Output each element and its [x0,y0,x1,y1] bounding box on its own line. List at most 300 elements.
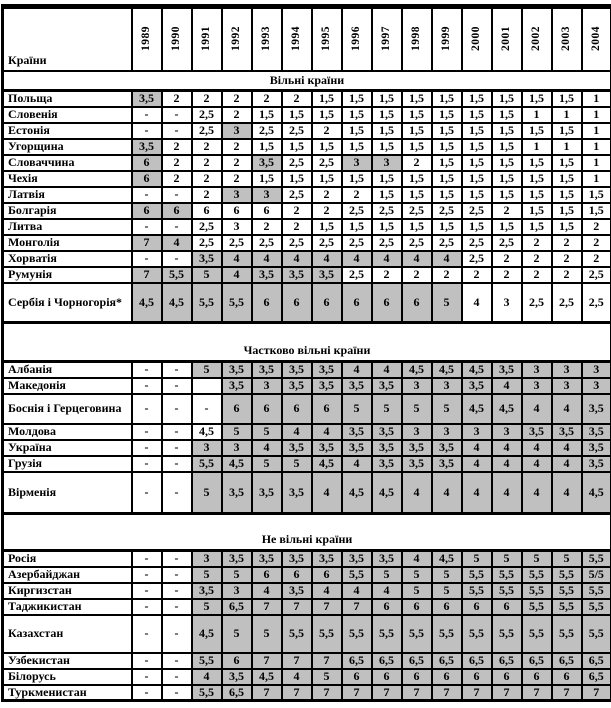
rating-cell: 3 [552,378,582,394]
rating-cell: - [132,653,162,669]
rating-cell: 4 [402,251,432,267]
rating-cell: 2,5 [282,187,312,203]
rating-cell: 2,5 [312,235,342,251]
rating-cell: 3,5 [282,267,312,283]
rating-cell: 1,5 [252,139,282,155]
rating-cell: 2 [192,171,222,187]
rating-cell: 1 [582,91,611,107]
rating-cell: 1,5 [552,155,582,171]
table-row [3,472,611,514]
rating-cell: 3,5 [342,424,372,440]
rating-cell: 5 [222,424,252,440]
rating-cell: 1,5 [462,219,492,235]
year-header-1989 [132,7,162,72]
country-name: Боснія і Герцеговина [3,394,132,424]
rating-cell: 5 [402,567,432,583]
rating-cell: 3,5 [342,551,372,567]
rating-cell: 7 [252,653,282,669]
rating-cell: 3 [582,362,611,378]
rating-cell: 2 [522,251,552,267]
rating-cell: 1,5 [522,219,552,235]
rating-cell: - [132,685,162,701]
rating-cell: 4 [312,251,342,267]
rating-cell: 5,5 [222,283,252,323]
rating-cell: 2,5 [372,235,402,251]
rating-cell: 2,5 [192,123,222,139]
rating-cell: 3,5 [552,424,582,440]
rating-cell: 6,5 [462,653,492,669]
rating-cell: 3 [222,123,252,139]
rating-cell: 3,5 [312,362,342,378]
rating-cell: - [162,599,192,615]
rating-cell: 3,5 [342,378,372,394]
rating-cell: 6,5 [222,685,252,701]
rating-cell: 6 [372,283,402,323]
rating-cell: 1,5 [462,171,492,187]
rating-cell: 5,5 [492,615,522,653]
rating-cell: 4 [252,440,282,456]
rating-cell: 5 [432,567,462,583]
year-header-1998 [402,7,432,72]
rating-cell: 7 [312,685,342,701]
rating-cell: 5,5 [162,267,192,283]
rating-cell: 7 [582,685,611,701]
year-label: 1992 [230,26,242,51]
rating-cell: 6,5 [372,653,402,669]
rating-cell: 4 [432,472,462,514]
rating-cell: 3,5 [222,551,252,567]
rating-cell: 1,5 [432,187,462,203]
rating-cell: 3,5 [312,267,342,283]
rating-cell: 2,5 [522,283,552,323]
country-name: Україна [3,440,132,456]
rating-cell: 6 [402,599,432,615]
rating-cell: 1,5 [282,107,312,123]
table-row [3,187,611,203]
rating-cell: - [132,362,162,378]
country-name: Сербія і Чорногорія* [3,283,132,323]
rating-cell: 3,5 [312,440,342,456]
rating-cell: 2 [162,139,192,155]
table-row [3,685,611,701]
table-row [3,251,611,267]
rating-cell: - [132,219,162,235]
rating-cell: 2 [402,155,432,171]
table-row [3,155,611,171]
country-name: Литва [3,219,132,235]
rating-cell: 6 [372,669,402,685]
rating-cell: 3 [252,378,282,394]
rating-cell: 5 [432,583,462,599]
table-row [3,615,611,653]
rating-cell: 6,5 [432,653,462,669]
table-row [3,235,611,251]
year-label: 2001 [500,26,512,51]
rating-cell: 6,5 [522,653,552,669]
rating-cell: 1,5 [252,171,282,187]
rating-cell: 2 [282,219,312,235]
year-header-2003 [552,7,582,72]
country-name: Македонія [3,378,132,394]
table-row [3,583,611,599]
rating-cell: 6 [132,171,162,187]
year-header-1992 [222,7,252,72]
rating-cell: 3 [432,378,462,394]
rating-cell: 1 [582,171,611,187]
rating-cell: 5,5 [522,583,552,599]
rating-cell: 1,5 [402,107,432,123]
rating-cell: 1,5 [372,91,402,107]
rating-cell: - [132,440,162,456]
section-title: Частково вільні країни [3,323,611,362]
rating-cell: 1,5 [402,139,432,155]
table-row [3,424,611,440]
rating-cell: - [162,219,192,235]
rating-cell: 4 [522,456,552,472]
country-name: Хорватія [3,251,132,267]
year-label: 2004 [590,26,602,51]
rating-cell: - [132,472,162,514]
rating-cell: - [162,394,192,424]
rating-cell: 5,5 [312,615,342,653]
country-name: Таджикистан [3,599,132,615]
rating-cell: 5 [492,551,522,567]
rating-cell: 1,5 [552,203,582,219]
rating-cell: 7 [312,653,342,669]
rating-cell: 5,5 [552,599,582,615]
rating-cell: 3,5 [252,472,282,514]
rating-cell: 7 [282,653,312,669]
rating-cell: 2 [312,187,342,203]
rating-cell: 5 [222,615,252,653]
rating-cell: 5,5 [582,599,611,615]
rating-cell: 2,5 [282,123,312,139]
rating-cell: 5 [372,394,402,424]
rating-cell: 1,5 [432,139,462,155]
rating-cell: 1,5 [552,219,582,235]
rating-cell: 7 [552,685,582,701]
rating-cell: 4,5 [222,456,252,472]
rating-cell: 5,5 [552,567,582,583]
rating-cell: 5 [252,615,282,653]
rating-cell: 1,5 [342,171,372,187]
rating-cell: 2 [492,203,522,219]
rating-cell: 1,5 [312,107,342,123]
rating-cell: 2,5 [282,235,312,251]
rating-cell: 2 [192,155,222,171]
rating-cell: 6 [462,669,492,685]
rating-cell [192,378,222,394]
rating-cell: 2 [582,235,611,251]
section-header-row [3,514,611,551]
rating-cell: 1,5 [492,123,522,139]
rating-cell: - [162,378,192,394]
rating-cell: 6 [342,283,372,323]
rating-cell: 7 [432,685,462,701]
rating-cell: 2,5 [312,155,342,171]
rating-cell: 3 [492,283,522,323]
table-row [3,440,611,456]
section-title: Не вільні країни [3,514,611,551]
rating-cell: 2 [252,219,282,235]
rating-cell: 3,5 [402,440,432,456]
year-header-2004 [582,7,611,72]
rating-cell: 4 [342,456,372,472]
rating-cell: 6 [252,203,282,219]
rating-cell: 3,5 [492,362,522,378]
year-label: 1999 [440,26,452,51]
rating-cell: 3 [252,187,282,203]
rating-cell: 6,5 [492,653,522,669]
rating-cell: 7 [312,599,342,615]
rating-cell: 1 [522,107,552,123]
rating-cell: 5,5 [552,615,582,653]
rating-cell: 2,5 [462,203,492,219]
rating-cell: - [162,424,192,440]
rating-cell: 4 [312,424,342,440]
rating-cell: 1,5 [582,203,611,219]
table-row [3,107,611,123]
rating-cell: 5 [432,394,462,424]
rating-cell: - [192,394,222,424]
rating-cell: 5,5 [402,615,432,653]
rating-cell: 2 [462,267,492,283]
country-name: Білорусь [3,669,132,685]
rating-cell: 3,5 [372,424,402,440]
rating-cell: 4,5 [162,283,192,323]
rating-cell: 5,5 [372,615,402,653]
rating-cell: 4 [282,669,312,685]
rating-cell: 5,5 [192,283,222,323]
rating-cell: 3,5 [282,378,312,394]
rating-cell: 3 [222,187,252,203]
rating-cell: 2 [552,235,582,251]
rating-cell: 7 [282,685,312,701]
rating-cell: 5,5 [522,599,552,615]
year-label: 2002 [530,26,542,51]
rating-cell: 6,5 [222,599,252,615]
rating-cell: 1,5 [462,155,492,171]
rating-cell: 2,5 [342,203,372,219]
rating-cell: 3,5 [132,139,162,155]
rating-cell: 5 [402,583,432,599]
rating-cell: 1,5 [552,123,582,139]
country-name: Узбекистан [3,653,132,669]
rating-cell: 3,5 [432,456,462,472]
table-row [3,219,611,235]
rating-cell: 5 [432,283,462,323]
table-row [3,599,611,615]
rating-cell: 4,5 [492,394,522,424]
year-header-1990 [162,7,192,72]
rating-cell: 1,5 [462,107,492,123]
rating-cell: 6 [282,567,312,583]
ratings-table [1,4,611,702]
rating-cell: 2,5 [192,107,222,123]
rating-cell: 1,5 [402,187,432,203]
year-label: 1995 [320,26,332,51]
rating-cell: 3,5 [372,551,402,567]
rating-cell: 5,5 [522,615,552,653]
rating-cell: 4 [402,551,432,567]
rating-cell: 3 [402,378,432,394]
rating-cell: - [132,394,162,424]
rating-cell: 3,5 [192,251,222,267]
rating-cell: 2 [402,267,432,283]
rating-cell: 4 [342,583,372,599]
table-row [3,567,611,583]
rating-cell: 4 [462,283,492,323]
rating-cell: 1,5 [462,139,492,155]
rating-cell: - [162,472,192,514]
rating-cell: 3,5 [522,424,552,440]
rating-cell: 6 [552,669,582,685]
rating-cell: 1,5 [282,139,312,155]
rating-cell: 5 [192,267,222,283]
rating-cell: 1,5 [522,155,552,171]
rating-cell: 5 [252,424,282,440]
rating-cell: 4 [192,669,222,685]
country-name: Латвія [3,187,132,203]
rating-cell: 5 [462,551,492,567]
rating-cell: 3,5 [342,440,372,456]
rating-cell: - [132,669,162,685]
rating-cell: 4 [252,583,282,599]
rating-cell: 1,5 [402,171,432,187]
rating-cell: 6 [222,203,252,219]
rating-cell: 1,5 [492,171,522,187]
rating-cell: - [132,551,162,567]
rating-cell: 3,5 [282,472,312,514]
rating-cell: 2 [282,91,312,107]
rating-cell: 4 [372,251,402,267]
rating-cell: 6 [252,567,282,583]
rating-cell: - [162,583,192,599]
rating-cell: 3,5 [372,440,402,456]
rating-cell: 2,5 [372,203,402,219]
rating-cell: 2 [582,219,611,235]
year-header-2001 [492,7,522,72]
rating-cell: 5,5 [192,456,222,472]
country-name: Росія [3,551,132,567]
rating-cell: 5,5 [582,583,611,599]
rating-cell: 2,5 [252,123,282,139]
rating-cell: 6,5 [582,669,611,685]
document-page [0,4,611,708]
table-row [3,267,611,283]
rating-cell: 3,5 [282,583,312,599]
rating-cell: 2,5 [462,235,492,251]
rating-cell: 3,5 [582,456,611,472]
rating-cell: 1,5 [552,187,582,203]
rating-cell: 1,5 [312,219,342,235]
rating-cell: 2 [162,155,192,171]
rating-cell: 3,5 [312,378,342,394]
rating-cell: 2,5 [402,203,432,219]
rating-cell: 6 [192,203,222,219]
rating-cell: 4,5 [432,551,462,567]
year-label: 1993 [260,26,272,51]
rating-cell: 5 [192,362,222,378]
rating-cell: 3,5 [192,583,222,599]
table-row [3,171,611,187]
rating-cell: 6 [282,394,312,424]
rating-cell: 2 [222,155,252,171]
rating-cell: 7 [132,267,162,283]
country-name: Азербайджан [3,567,132,583]
rating-cell: 4,5 [432,362,462,378]
rating-cell: 5 [222,567,252,583]
rating-cell: 4 [552,440,582,456]
table-row [3,378,611,394]
year-header-1993 [252,7,282,72]
rating-cell: 5,5 [462,615,492,653]
rating-cell: 5 [372,567,402,583]
rating-cell: 3 [372,155,402,171]
rating-cell: 3 [522,362,552,378]
year-header-1999 [432,7,462,72]
rating-cell: 3,5 [282,551,312,567]
rating-cell: 1,5 [252,107,282,123]
rating-cell: 3 [342,155,372,171]
rating-cell: 1,5 [372,219,402,235]
rating-cell: 2 [222,171,252,187]
rating-cell: 1 [552,107,582,123]
rating-cell: 5 [312,669,342,685]
rating-cell: 3 [432,424,462,440]
rating-cell: 2,5 [252,235,282,251]
table-row [3,394,611,424]
country-name: Вірменія [3,472,132,514]
rating-cell: 1,5 [552,171,582,187]
rating-cell: 1,5 [582,187,611,203]
rating-cell: 4 [492,378,522,394]
rating-cell: 4 [552,394,582,424]
rating-cell: 7 [342,599,372,615]
rating-cell: 1,5 [522,203,552,219]
rating-cell: 3 [192,551,222,567]
year-label: 1998 [410,26,422,51]
year-header-2002 [522,7,552,72]
country-name: Угорщина [3,139,132,155]
rating-cell: - [162,685,192,701]
rating-cell: 1,5 [492,91,522,107]
rating-cell: - [132,583,162,599]
country-name: Казахстан [3,615,132,653]
table-header-row [3,7,611,72]
rating-cell: 2,5 [342,267,372,283]
rating-cell: 5,5 [492,583,522,599]
rating-cell: 7 [402,685,432,701]
rating-cell: 4 [522,394,552,424]
rating-cell: 1,5 [552,91,582,107]
table-row [3,123,611,139]
rating-cell: 3,5 [252,362,282,378]
rating-cell: 2,5 [462,251,492,267]
rating-cell: 4 [372,583,402,599]
rating-cell: 1,5 [492,139,522,155]
rating-cell: 5,5 [192,653,222,669]
rating-cell: 1,5 [522,171,552,187]
rating-cell: 1,5 [492,219,522,235]
rating-cell: 4,5 [342,472,372,514]
rating-cell: - [132,424,162,440]
rating-cell: 1,5 [462,123,492,139]
section-title: Вільні країни [3,71,611,91]
rating-cell: 1,5 [462,187,492,203]
rating-cell: 6 [492,599,522,615]
rating-cell: 1,5 [342,107,372,123]
